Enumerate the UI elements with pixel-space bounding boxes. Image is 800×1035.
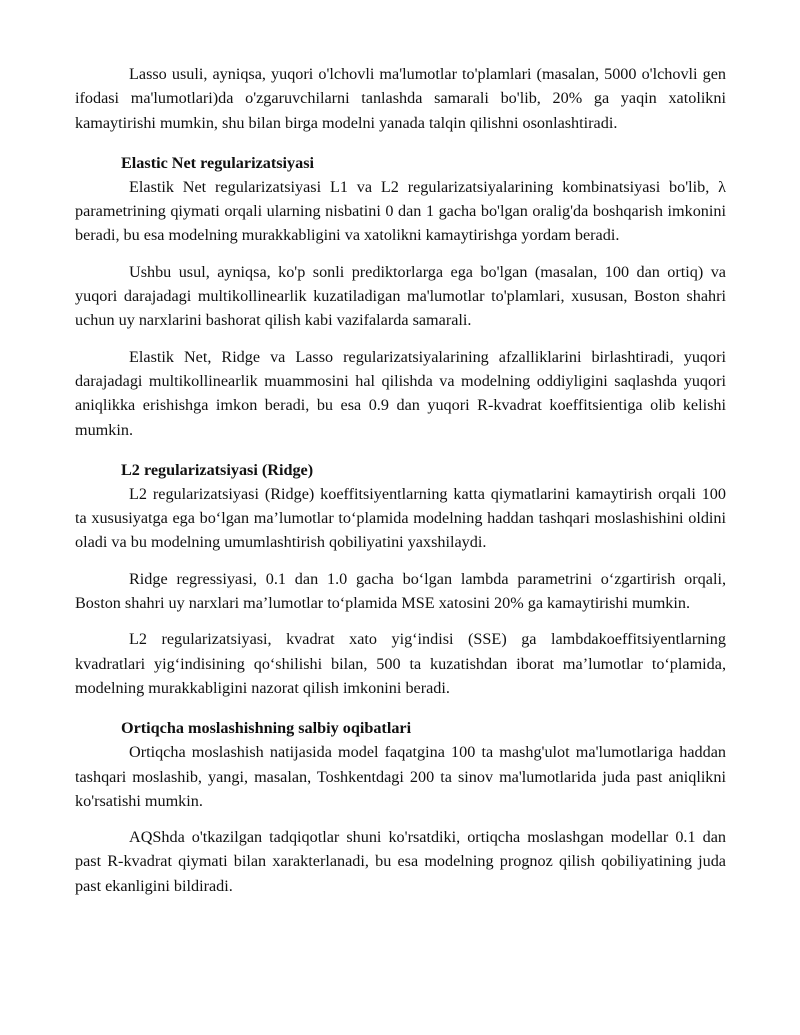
section-heading: Ortiqcha moslashishning salbiy oqibatlari: [121, 719, 412, 738]
paragraph: Ushbu usul, ayniqsa, ko'p sonli prediktorlarga ega bo'lgan (masalan, 100 dan ortiq) va yuqori darajadagi multikollinearlik kuzatiladigan ma'lumotlar to'plamlari, xususan, Boston shahri uchun uy narxlarini bashorat qilish kabi vazifalarda samarali.: [75, 262, 726, 330]
paragraph: Elastik Net, Ridge va Lasso regularizatsiyalarining afzalliklarini birlashtiradi, yuqori darajadagi multikollinearlik muammosini hal qilishda va modelning oddiyligini saqlashda yuqori aniqlikka erishishga imkon beradi, bu esa 0.9 dan yuqori R-kvadrat koeffitsientiga olib kelishi mumkin.: [75, 347, 726, 439]
paragraph: L2 regularizatsiyasi (Ridge) koeffitsiyentlarning katta qiymatlarini kamaytirish orqali 100 ta xususiyatga ega bo‘lgan ma’lumotlar to‘plamida modelning haddan tashqari moslashishini oldini oladi va bu modelning umumlashtirish qobiliyatini yaxshilaydi.: [75, 484, 726, 552]
paragraph: Lasso usuli, ayniqsa, yuqori o'lchovli ma'lumotlar to'plamlari (masalan, 5000 o'lchovli gen ifodasi ma'lumotlari)da o'zgaruvchilarni tanlashda samarali bo'lib, 20% ga yaqin xatolikni kamaytirishi mumkin, shu bilan birga modelni yanada talqin qilishni osonlashtiradi.: [75, 65, 726, 132]
paragraph: Ridge regressiyasi, 0.1 dan 1.0 gacha bo‘lgan lambda parametrini o‘zgartirish orqali, Boston shahri uy narxlari ma’lumotlar to‘plamida MSE xatosini 20% ga kamaytirishi mumkin.: [75, 569, 726, 613]
paragraph: AQShda o'tkazilgan tadqiqotlar shuni ko'rsatdiki, ortiqcha moslashgan modellar 0.1 dan past R-kvadrat qiymati bilan xarakterlanadi, bu esa modelning prognoz qilish qobiliyatining juda past ekanligini bildiradi.: [75, 828, 726, 895]
section-heading: L2 regularizatsiyasi (Ridge): [121, 460, 314, 479]
paragraph: L2 regularizatsiyasi, kvadrat xato yig‘indisi (SSE) ga lambdakoeffitsiyentlarning kvadratlari yig‘indisining qo‘shilishi bilan, 500 ta kuzatishdan iborat ma’lumotlar to‘plamida, modelning murakkabligini nazorat qilish imkonini beradi.: [75, 630, 726, 697]
section-heading: Elastic Net regularizatsiyasi: [121, 153, 315, 172]
paragraph: Elastik Net regularizatsiyasi L1 va L2 regularizatsiyalarining kombinatsiyasi bo'lib, λ parametrining qiymati orqali ularning nisbatini 0 dan 1 gacha bo'lgan oralig'da boshqarish imkonini beradi, bu esa modelning murakkabligini va xatolikni kamaytirishga yordam beradi.: [75, 177, 726, 245]
paragraph: Ortiqcha moslashish natijasida model faqatgina 100 ta mashg'ulot ma'lumotlariga haddan tashqari moslashib, yangi, masalan, Toshkentdagi 200 ta sinov ma'lumotlarida juda past aniqlikni ko'rsatishi mumkin.: [75, 743, 726, 810]
document-page: [75, 62, 726, 898]
